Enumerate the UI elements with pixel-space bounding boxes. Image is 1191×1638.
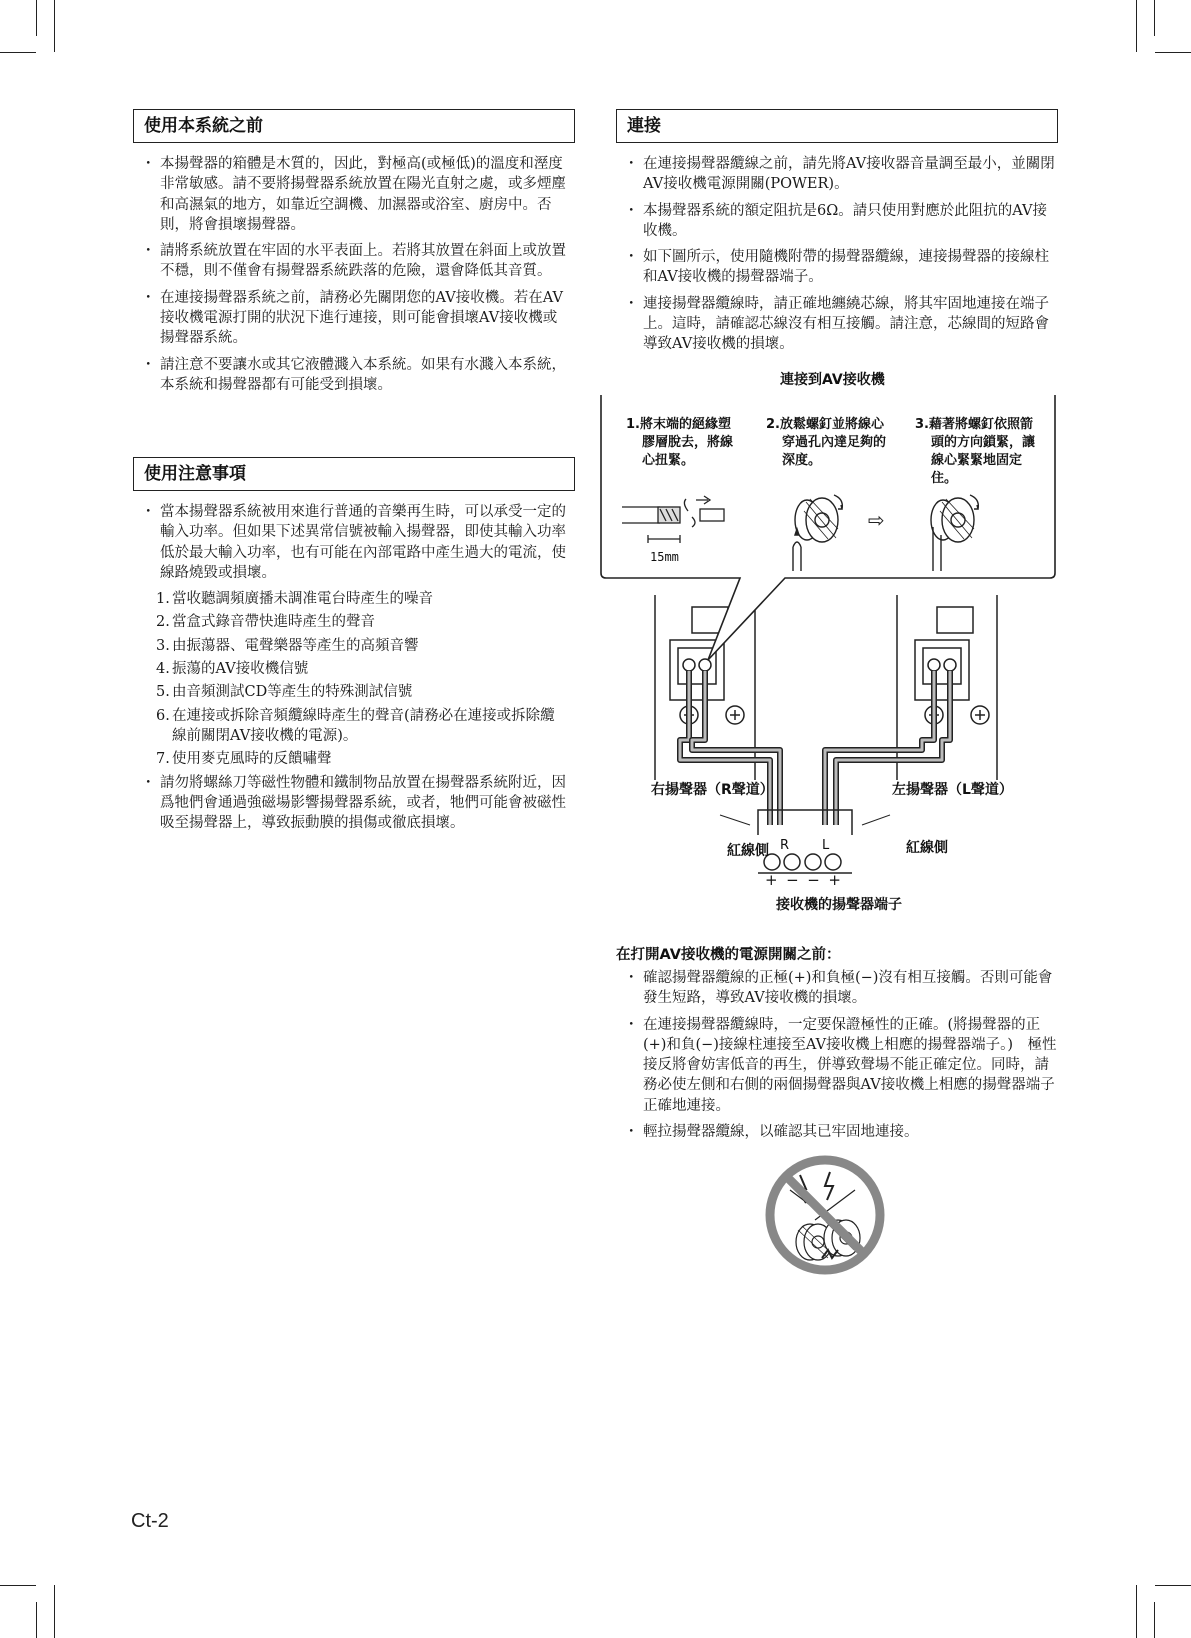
step-line: 心扭緊。 [642,453,695,468]
step-line: 1.將末端的絕緣塑 [626,417,731,432]
step-line: 2.放鬆螺釘並將線心 [766,417,884,432]
list-item: ・ 輕拉揚聲器纜線，以確認其已牢固地連接。 [627,1122,1057,1142]
step-3-caption [915,416,1060,488]
arrow-next-icon: ⇨ [868,508,885,532]
item-number: 2. [156,614,170,631]
crop-mark [1154,0,1155,36]
terminal-polarity: + − − + [765,871,841,889]
item-number: 4. [156,661,170,678]
list-item: ・ 本揚聲器系統的額定阻抗是6Ω。請只使用對應於此阻抗的AV接收機。 [627,201,1057,242]
list-item: ・ 請將系統放置在牢固的水平表面上。若將其放置在斜面上或放置不穩，則不僅會有揚聲器系統跌落的危險，還會降低其音質。 [144,241,568,282]
signal-item [144,706,568,747]
signal-item [144,612,568,632]
item-text: 使用麥克風時的反饋嘯聲 [172,751,332,768]
list-item: ・ 在連接揚聲器纜線之前，請先將AV接收器音量調至最小，並關閉AV接收機電源開關(POWER)。 [627,154,1057,195]
signal-item [144,636,568,656]
crop-mark [54,1585,55,1638]
signal-item [144,589,568,609]
step-line: 住。 [931,471,958,486]
crop-mark [1136,0,1137,52]
precautions-list [144,502,568,839]
list-item: ・ 連接揚聲器纜線時，請正確地纏繞芯線，將其牢固地連接在端子上。這時，請確認芯線沒有相互接觸。請注意，芯線間的短路會導致AV接收機的損壞。 [627,294,1057,355]
item-number: 1. [156,591,170,608]
crop-mark [36,1602,37,1638]
item-number: 6. [156,707,170,724]
section-heading-precautions: 使用注意事項 [133,457,575,491]
before-use-list [144,154,568,401]
list-item: ・ 請注意不要讓水或其它液體濺入本系統。如果有水濺入本系統，本系統和揚聲器都有可能受到損壞。 [144,355,568,396]
speaker-cable [680,671,950,825]
left-speaker-label: 左揚聲器（L聲道） [892,782,1013,798]
list-item: ・ 如下圖所示，使用隨機附帶的揚聲器纜線，連接揚聲器的接線柱和AV接收機的揚聲器端子。 [627,247,1057,288]
signal-item [144,659,568,679]
item-number: 5. [156,684,170,701]
no-short-circuit-icon [760,1150,890,1280]
list-item: ・ 在連接揚聲器系統之前，請務必先關閉您的AV接收機。若在AV接收機電源打開的狀況下進行連接，則可能會損壞AV接收機或揚聲器系統。 [144,288,568,349]
strip-length-label: 15mm [650,550,679,564]
item-text: 由振蕩器、電聲樂器等產生的高頻音響 [172,637,419,654]
before-power-list [627,968,1057,1148]
page-number: Ct-2 [131,1510,169,1532]
step-line: 線心緊緊地固定 [931,453,1023,468]
list-item: ・ 請勿將螺絲刀等磁性物體和鐵制物品放置在揚聲器系統附近，因爲牠們會通過強磁場影響揚聲器系統，或者，牠們可能會被磁性吸至揚聲器上，導致振動膜的損傷或徹底損壞。 [144,773,568,834]
connection-list [627,154,1057,361]
step-line: 深度。 [782,453,822,468]
item-text: 振蕩的AV接收機信號 [172,661,309,678]
signal-item [144,682,568,702]
step-line: 穿過孔內達足夠的 [782,435,887,450]
list-item: ・ 確認揚聲器纜線的正極(+)和負極(−)沒有相互接觸。否則可能會發生短路，導致AV接收機的損壞。 [627,968,1057,1009]
crop-mark [1136,1585,1137,1638]
step-line: 膠層脫去，將線 [642,435,734,450]
step-line: 頭的方向鎖緊，讓 [931,435,1036,450]
item-number: 7. [156,751,170,768]
crop-mark [1155,52,1191,53]
step-1-caption [626,416,771,470]
list-item: ・ 在連接揚聲器纜線時，一定要保證極性的正確。(將揚聲器的正(+)和負(−)接線柱連接至AV接收機上相應的揚聲器端子。) 極性接反將會妨害低音的再生，併導致聲場不能正確定位。同時，請務必使左側和右側的兩個揚聲器與AV接收機上相應的揚聲器端子正確地連接。 [627,1015,1057,1116]
signal-item [144,749,568,769]
section-heading-connection: 連接 [616,109,1058,143]
red-side-label-left: 紅線側 [727,843,769,859]
crop-mark [1154,1602,1155,1638]
item-text: 在連接或拆除音頻纜線時產生的聲音(請務必在連接或拆除纜線前關閉AV接收機的電源)。 [172,707,555,744]
crop-mark [54,0,55,52]
crop-mark [1155,1585,1191,1586]
right-speaker-label: 右揚聲器（R聲道） [651,782,774,798]
item-number: 3. [156,637,170,654]
terminal-l-label: L [822,838,830,853]
step-2-caption [766,416,911,470]
crop-mark [0,52,36,53]
terminal-r-label: R [780,838,790,853]
item-text: 當盒式錄音帶快進時產生的聲音 [172,614,375,631]
receiver-terminals-label: 接收機的揚聲器端子 [776,897,902,913]
step-line: 3.藉著將螺釘依照箭 [915,417,1033,432]
item-text: 由音頻測試CD等產生的特殊測試信號 [172,684,413,701]
diagram-title: 連接到AV接收機 [780,372,885,388]
section-heading-before-use: 使用本系統之前 [133,109,575,143]
crop-mark [0,1585,36,1586]
list-item: ・ 當本揚聲器系統被用來進行普通的音樂再生時，可以承受一定的輸入功率。但如果下述異常信號被輸入揚聲器，即使其輸入功率低於最大輸入功率，也有可能在內部電路中產生過大的電流，使線路燒毀或損壞。 [144,502,568,583]
crop-mark [36,0,37,36]
red-side-label-right: 紅線側 [906,840,948,856]
item-text: 當收聽調頻廣播未調准電台時產生的噪音 [172,591,433,608]
list-item: ・ 本揚聲器的箱體是木質的，因此，對極高(或極低)的溫度和溼度非常敏感。請不要將揚聲器系統放置在陽光直射之處，或多煙塵和高濕氣的地方，如靠近空調機、加濕器或浴室、廚房中。否則，將會損壞揚聲器。 [144,154,568,235]
before-power-heading: 在打開AV接收機的電源開關之前： [616,947,841,963]
